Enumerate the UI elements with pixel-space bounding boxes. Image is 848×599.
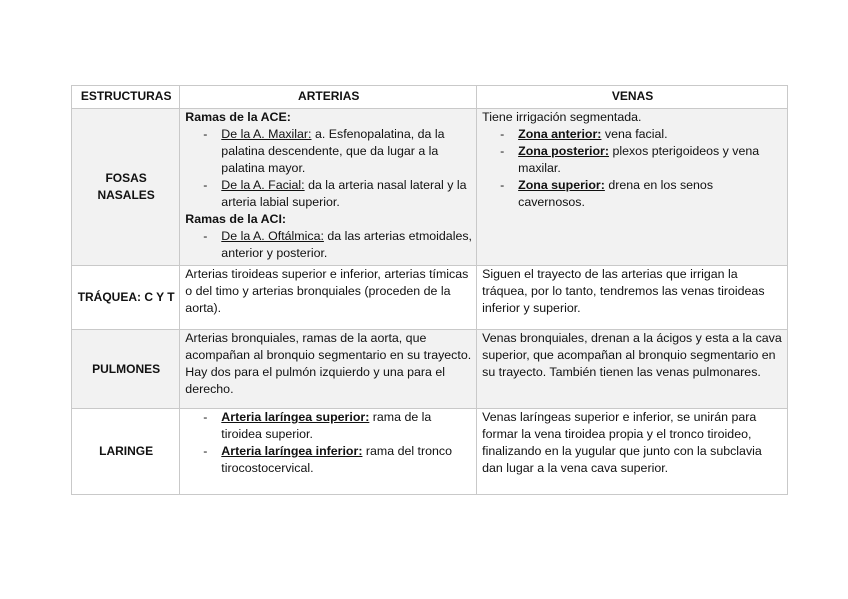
laringe-arterias-list [185,409,472,477]
cell-venas-fosas [477,109,788,266]
item-key: De la A. Facial: [221,178,305,192]
item-text: drena en los senos cavernosos. [518,178,714,209]
row-fosas-nasales [72,109,788,266]
header-estructuras: ESTRUCTURAS [72,86,180,109]
item-key: De la A. Maxilar: [221,127,312,141]
list-item [482,143,783,177]
cell-venas-traquea: Siguen el trayecto de las arterias que irrigan la tráquea, por lo tanto, tendremos las venas tiroideas inferior y superior. [477,266,788,330]
list-item [185,126,472,177]
item-text: rama de la tiroidea superior. [221,410,432,441]
list-item [185,177,472,211]
ace-heading: Ramas de la ACE: [185,110,291,124]
item-text: da la arteria nasal lateral y la arteria labial superior. [221,178,467,209]
list-item [482,177,783,211]
label-line: NASALES [97,188,155,202]
label-traquea: TRÁQUEA: C Y T [72,266,180,330]
label-pulmones: PULMONES [72,330,180,409]
item-key: Zona posterior: [518,144,609,158]
aci-heading: Ramas de la ACI: [185,212,287,226]
cell-arterias-fosas [180,109,477,266]
item-text: a. Esfenopalatina, da la palatina descendente, que da lugar a la palatina mayor. [221,127,445,175]
item-key: Arteria laríngea inferior: [221,444,363,458]
item-key: De la A. Oftálmica: [221,229,324,243]
item-key: Zona anterior: [518,127,602,141]
row-traquea [72,266,788,330]
header-arterias: ARTERIAS [180,86,477,109]
header-row [72,86,788,109]
list-item [185,443,472,477]
list-item [185,228,472,262]
label-laringe: LARINGE [72,409,180,495]
cell-arterias-traquea: Arterias tiroideas superior e inferior, arterias tímicas o del timo y arterias bronquiales (proceden de la aorta). [180,266,477,330]
row-laringe [72,409,788,495]
irrigation-table [71,85,788,495]
aci-list [185,228,472,262]
cell-venas-laringe: Venas laríngeas superior e inferior, se unirán para formar la vena tiroidea propia y el tronco tiroideo, finalizando en la yugular que junto con la subclavia dan lugar a la vena cava superior. [477,409,788,495]
venas-intro: Tiene irrigación segmentada. [482,110,642,124]
item-text: plexos pterigoideos y vena maxilar. [518,144,760,175]
label-fosas-nasales [72,109,180,266]
venas-list [482,126,783,211]
row-pulmones [72,330,788,409]
item-text: da las arterias etmoidales, anterior y posterior. [221,229,472,260]
list-item [482,126,783,143]
label-line: FOSAS [105,171,147,185]
item-text: rama del tronco tirocostocervical. [221,444,452,475]
item-key: Zona superior: [518,178,605,192]
cell-venas-pulmones: Venas bronquiales, drenan a la ácigos y esta a la cava superior, que acompañan al bronquio segmentario en su trayecto. También tienen las venas pulmonares. [477,330,788,409]
cell-arterias-laringe [180,409,477,495]
cell-arterias-pulmones: Arterias bronquiales, ramas de la aorta, que acompañan al bronquio segmentario en su trayecto. Hay dos para el pulmón izquierdo y una para el derecho. [180,330,477,409]
list-item [185,409,472,443]
ace-list [185,126,472,211]
item-text: vena facial. [601,127,668,141]
item-key: Arteria laríngea superior: [221,410,370,424]
header-venas: VENAS [477,86,788,109]
